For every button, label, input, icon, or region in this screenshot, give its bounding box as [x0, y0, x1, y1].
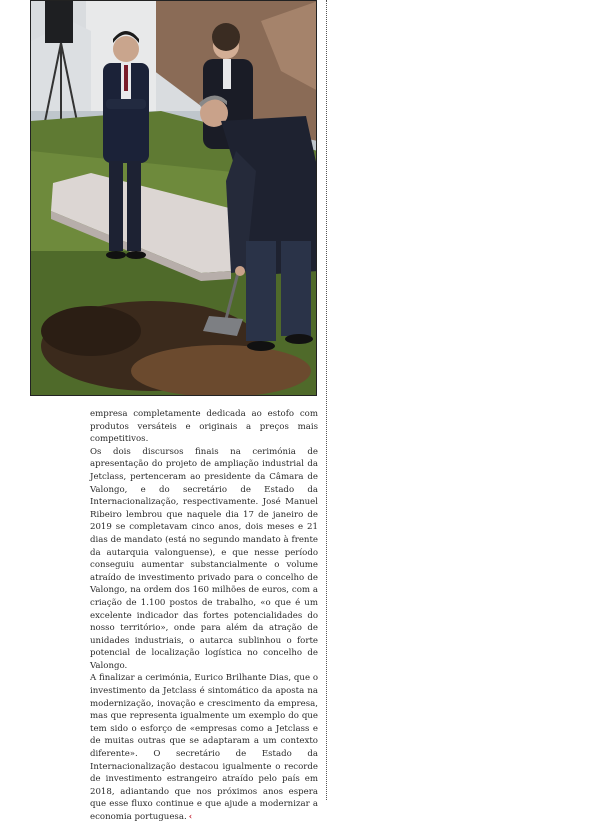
article-paragraph-last [90, 672, 318, 823]
article-body [90, 408, 318, 824]
groundbreaking-ceremony-photo [31, 1, 317, 396]
article-paragraph: Os dois discursos finais na cerimónia de apresentação do projeto de ampliação industrial da Jetclass, pertenceram ao presidente da Câmara de Valongo, e do secretário de Estado da Internacionalização, respectivamente. José Manuel Ribeiro lembrou que naquele dia 17 de janeiro de 2019 se completavam cinco anos, dois meses e 21 dias de mandato (está no segundo mandato à frente da autarquia valonguense), e que nesse período conseguiu aumentar substancialmente o volume atraído de investimento privado para o concelho de Valongo, na ordem dos 160 milhões de euros, com a criação de 1.100 postos de trabalho, «o que é um excelente indicador das fortes potencialidades do nosso território», onde para além da atração de unidades industriais, o autarca sublinhou o forte potencial de localização logística no concelho de Valongo. [90, 446, 318, 671]
column-divider [326, 0, 327, 800]
end-of-article-mark: ‹ [188, 812, 193, 822]
article-paragraph: empresa completamente dedicada ao estofo com produtos versáteis e originais a preços mais competitivos. [90, 409, 318, 445]
article-paragraph-text: A finalizar a cerimónia, Eurico Brilhante Dias, que o investimento da Jetclass é sintomático da aposta na modernização, inovação e crescimento da empresa, mas que representa igualmente um exemplo do que tem sido o esforço de «empresas como a Jetclass e de muitas outras que se adaptaram a um contexto diferente». O secretário de Estado da Internacionalização destacou igualmente o recorde de investimento estrangeiro atraído pelo país em 2018, adiantando que nos próximos anos espera que esse fluxo continue e que ajude a modernizar a economia portuguesa. [90, 673, 318, 822]
article-photo [30, 0, 317, 396]
